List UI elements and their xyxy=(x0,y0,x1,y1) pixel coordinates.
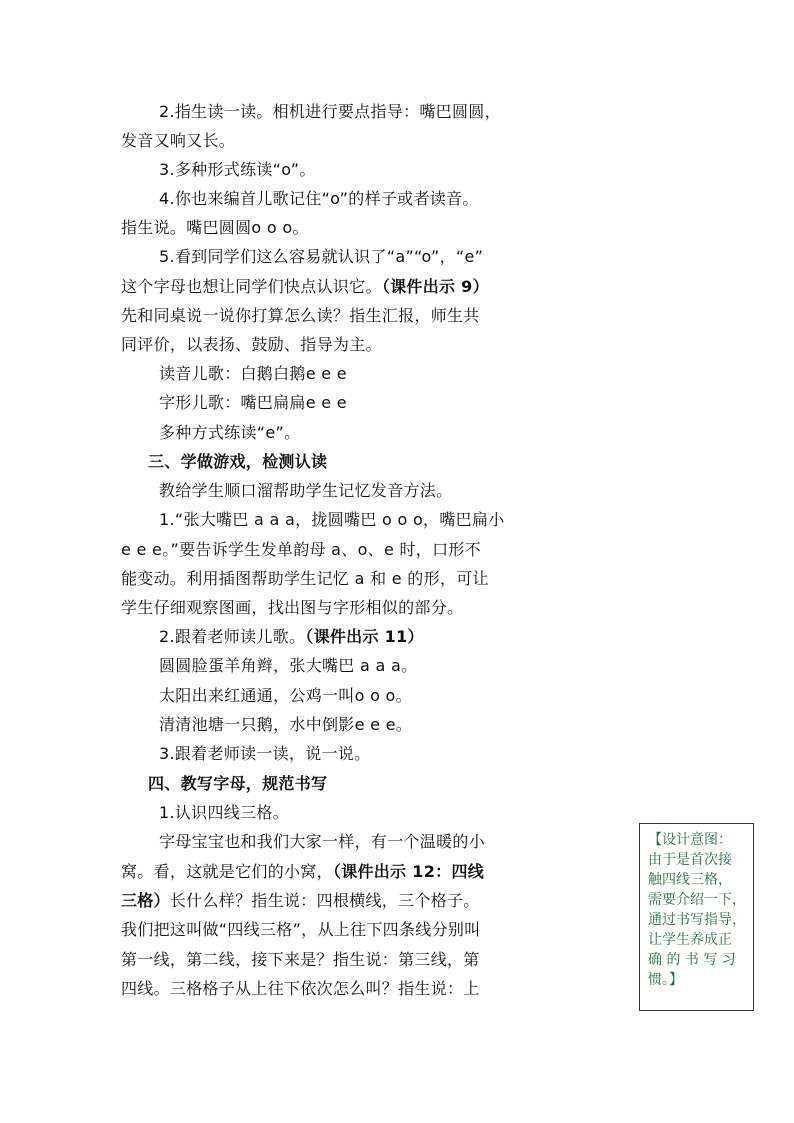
text-line: 第一线，第二线，接下来是？指生说：第三线，第 xyxy=(121,950,480,969)
courseware-ref: （课件出示 11） xyxy=(305,627,424,646)
note-line: 让学生养成正 xyxy=(648,932,732,948)
text-line: 能变动。利用插图帮助学生记忆 a 和 e 的形，可让 xyxy=(121,569,489,588)
text-line: 多种方式练读“e”。 xyxy=(159,423,301,442)
text-line: 我们把这叫做“四线三格”，从上往下四条线分别叫 xyxy=(121,920,481,939)
text-line: 3.多种形式练读“o”。 xyxy=(159,160,316,179)
text-line: 同评价，以表扬、鼓励、指导为主。 xyxy=(121,335,382,354)
text-line xyxy=(121,277,541,297)
text-line: 1.认识四线三格。 xyxy=(159,803,289,822)
text-line: 指生说。嘴巴圆圆o o o。 xyxy=(121,218,309,237)
text-line: 四线。三格格子从上往下依次怎么叫？指生说：上 xyxy=(121,979,480,998)
note-line: 需要介绍一下， xyxy=(648,892,746,908)
text-line: 4.你也来编首儿歌记住“o”的样子或者读音。 xyxy=(159,189,479,208)
text-line: 读音儿歌：白鹅白鹅e e e xyxy=(159,364,347,383)
text-line xyxy=(121,862,541,882)
text-run: 2.跟着老师读儿歌。 xyxy=(159,627,306,646)
text-line: 5.看到同学们这么容易就认识了“a”“o”，“e” xyxy=(159,247,484,266)
text-line: 字母宝宝也和我们大家一样，有一个温暖的小 xyxy=(159,832,486,851)
text-line: 发音又响又长。 xyxy=(121,131,236,150)
text-run: 这个字母也想让同学们快点认识它。 xyxy=(121,277,382,296)
text-line: 1.“张大嘴巴 a a a，拢圆嘴巴 o o o，嘴巴扁小 xyxy=(159,510,505,529)
text-line: 字形儿歌：嘴巴扁扁e e e xyxy=(159,393,347,412)
note-line: 触四线三格， xyxy=(648,872,732,888)
text-line: 教给学生顺口溜帮助学生记忆发音方法。 xyxy=(159,481,453,500)
text-line: 清清池塘一只鹅，水中倒影e e e。 xyxy=(159,715,413,734)
text-line: 3.跟着老师读一读，说一说。 xyxy=(159,744,371,763)
text-line: 2.指生读一读。相机进行要点指导：嘴巴圆圆， xyxy=(159,102,501,121)
note-line: 惯。】 xyxy=(648,972,683,988)
text-line: 圆圆脸蛋羊角辫，张大嘴巴 a a a。 xyxy=(159,656,418,675)
text-run: 长什么样？指生说：四根横线，三个格子。 xyxy=(169,891,480,910)
note-line: 【设计意图： xyxy=(648,832,732,848)
courseware-ref: （课件出示 12：四线 xyxy=(332,862,485,881)
note-line: 确 的 书 写 习 xyxy=(648,952,736,968)
courseware-ref: 三格） xyxy=(121,891,170,910)
text-line xyxy=(159,627,579,647)
courseware-ref: （课件出示 9） xyxy=(381,277,489,296)
design-intent-note xyxy=(639,823,754,1011)
section-heading: 三、学做游戏，检测认读 xyxy=(148,452,328,471)
text-line: 学生仔细观察图画，找出图与字形相似的部分。 xyxy=(121,598,464,617)
section-heading: 四、教写字母，规范书写 xyxy=(148,774,328,793)
text-line: 先和同桌说一说你打算怎么读？指生汇报，师生共 xyxy=(121,306,480,325)
note-line: 由于是首次接 xyxy=(648,852,732,868)
text-run: 窝。看，这就是它们的小窝， xyxy=(121,862,333,881)
text-line xyxy=(121,891,541,911)
text-line: 太阳出来红通通，公鸡一叫o o o。 xyxy=(159,686,412,705)
text-line: e e e。”要告诉学生发单韵母 a、o、e 时，口形不 xyxy=(121,540,482,559)
note-line: 通过书写指导， xyxy=(648,912,746,928)
